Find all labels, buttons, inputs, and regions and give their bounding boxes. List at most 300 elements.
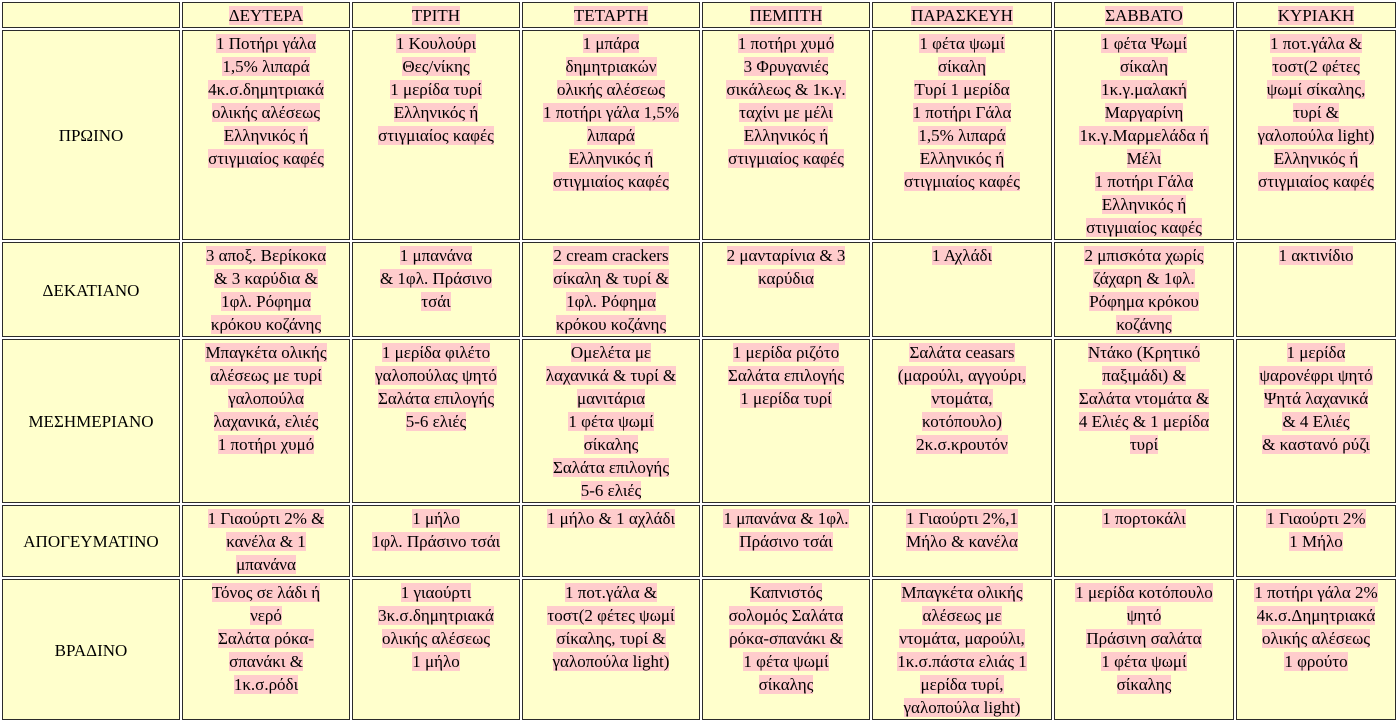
meal-cell bbox=[522, 30, 700, 240]
food-line-text: 1,5% λιπαρά bbox=[222, 57, 310, 76]
food-line bbox=[706, 673, 866, 696]
meal-cell bbox=[182, 242, 350, 337]
meal-label: ΜΕΣΗΜΕΡΙΑΝΟ bbox=[2, 339, 180, 503]
food-line-text: 1 μερίδα bbox=[1286, 343, 1346, 362]
food-line-text: γαλοπούλα light) bbox=[903, 698, 1021, 717]
meal-row bbox=[2, 30, 1396, 240]
food-line bbox=[1058, 244, 1230, 267]
food-line-text: γαλοπούλα light) bbox=[1257, 126, 1375, 145]
food-line bbox=[356, 650, 516, 673]
food-line-text: Ομελέτα με bbox=[570, 343, 652, 362]
food-line-text: σίκαλης, τυρί & bbox=[556, 629, 666, 648]
food-line bbox=[876, 101, 1048, 124]
food-line-text: 4κ.σ.Δημητριακά bbox=[1256, 606, 1376, 625]
food-line-text: ντομάτα, bbox=[931, 389, 993, 408]
food-line-text: 1 Μήλο bbox=[1289, 532, 1343, 551]
food-line-text: Σαλάτα ceasars bbox=[909, 343, 1015, 362]
food-line-text: στιγμιαίος καφές bbox=[553, 172, 669, 191]
food-line-text: 2 μπισκότα χωρίς bbox=[1084, 246, 1204, 265]
food-line-text: 1 μήλο bbox=[412, 509, 460, 528]
food-line bbox=[356, 244, 516, 267]
food-line bbox=[356, 627, 516, 650]
meal-cell bbox=[702, 339, 870, 503]
meal-cell bbox=[522, 339, 700, 503]
meal-label: ΑΠΟΓΕΥΜΑΤΙΝΟ bbox=[2, 505, 180, 577]
food-line-text: σίκαλης bbox=[583, 435, 639, 454]
food-line bbox=[526, 78, 696, 101]
food-line-text: τοστ(2 φέτες ψωμί bbox=[547, 606, 675, 625]
food-line-text: ολικής αλέσεως bbox=[556, 80, 666, 99]
food-line bbox=[876, 32, 1048, 55]
food-line bbox=[526, 101, 696, 124]
food-line-text: 3 Φρυγανιές bbox=[743, 57, 829, 76]
food-line bbox=[706, 124, 866, 147]
food-line-text: 1 πορτοκάλι bbox=[1102, 509, 1186, 528]
food-line bbox=[706, 581, 866, 604]
food-line bbox=[356, 55, 516, 78]
food-line bbox=[356, 341, 516, 364]
food-line bbox=[526, 147, 696, 170]
food-line-text: 1 ποτήρι γάλα 1,5% bbox=[542, 103, 680, 122]
food-line-text: ολικής αλέσεως bbox=[1261, 629, 1371, 648]
food-line bbox=[876, 124, 1048, 147]
food-line bbox=[186, 101, 346, 124]
meal-cell bbox=[1054, 339, 1234, 503]
food-line bbox=[876, 604, 1048, 627]
meal-row bbox=[2, 339, 1396, 503]
food-line-text: αλέσεως με bbox=[922, 606, 1002, 625]
food-line-text: 4κ.σ.δημητριακά bbox=[208, 80, 324, 99]
food-line bbox=[1058, 313, 1230, 336]
meal-cell bbox=[182, 505, 350, 577]
food-line bbox=[526, 341, 696, 364]
food-line-text: Ελληνικός ή bbox=[568, 149, 654, 168]
food-line bbox=[526, 604, 696, 627]
food-line bbox=[356, 507, 516, 530]
food-line-text: μανιτάρια bbox=[577, 389, 645, 408]
food-line-text: 1 μερίδα φιλέτο bbox=[381, 343, 491, 362]
food-line bbox=[706, 78, 866, 101]
food-line-text: 1 μπανάνα bbox=[399, 246, 473, 265]
food-line-text: στιγμιαίος καφές bbox=[728, 149, 844, 168]
food-line bbox=[1240, 147, 1392, 170]
food-line bbox=[1240, 507, 1392, 530]
food-line-text: νερό bbox=[250, 606, 282, 625]
food-line bbox=[186, 627, 346, 650]
meal-label: ΔΕΚΑΤΙΑΝΟ bbox=[2, 242, 180, 337]
meal-cell bbox=[702, 30, 870, 240]
food-line bbox=[706, 387, 866, 410]
food-line bbox=[526, 627, 696, 650]
food-line-text: Τόνος σε λάδι ή bbox=[211, 583, 321, 602]
food-line-text: γαλοπούλα bbox=[228, 389, 304, 408]
food-line-text: 1 ποτήρι Γάλα bbox=[1094, 172, 1194, 191]
food-line bbox=[1058, 216, 1230, 239]
meal-cell bbox=[1054, 30, 1234, 240]
food-line bbox=[356, 124, 516, 147]
food-line-text: κρόκου κοζάνης bbox=[210, 315, 322, 334]
meal-cell bbox=[182, 30, 350, 240]
food-line bbox=[186, 78, 346, 101]
food-line-text: σίκαλης bbox=[1116, 675, 1172, 694]
food-line-text: κοτόπουλο) bbox=[922, 412, 1002, 431]
food-line bbox=[356, 364, 516, 387]
food-line-text: 1 Ποτήρι γάλα bbox=[215, 34, 317, 53]
food-line bbox=[1058, 193, 1230, 216]
food-line bbox=[876, 650, 1048, 673]
meal-cell bbox=[1054, 505, 1234, 577]
food-line bbox=[356, 410, 516, 433]
food-line bbox=[876, 433, 1048, 456]
food-line-text: Θες/νίκης bbox=[402, 57, 470, 76]
food-line-text: κανέλα & 1 bbox=[226, 532, 306, 551]
food-line bbox=[1240, 124, 1392, 147]
food-line bbox=[1058, 124, 1230, 147]
food-line bbox=[526, 32, 696, 55]
food-line bbox=[1058, 170, 1230, 193]
food-line bbox=[876, 627, 1048, 650]
meal-cell bbox=[1236, 505, 1396, 577]
food-line bbox=[186, 387, 346, 410]
food-line-text: σίκαλη bbox=[1119, 57, 1169, 76]
food-line-text: 1 φέτα ψωμί bbox=[568, 412, 654, 431]
food-line bbox=[186, 604, 346, 627]
food-line bbox=[526, 244, 696, 267]
food-line-text: 1 ποτήρι χυμό bbox=[217, 435, 315, 454]
food-line bbox=[706, 101, 866, 124]
food-line-text: σίκαλης bbox=[758, 675, 814, 694]
food-line bbox=[526, 456, 696, 479]
food-line bbox=[1240, 32, 1392, 55]
food-line-text: 1φλ. Ρόφημα bbox=[566, 292, 656, 311]
food-line-text: λαχανικά & τυρί & bbox=[545, 366, 677, 385]
food-line bbox=[356, 101, 516, 124]
food-line bbox=[1058, 581, 1230, 604]
food-line-text: ολικής αλέσεως bbox=[381, 629, 491, 648]
food-line-text: 1 ποτήρι Γάλα bbox=[912, 103, 1012, 122]
food-line-text: μπανάνα bbox=[236, 555, 296, 574]
food-line bbox=[186, 313, 346, 336]
food-line-text: σικάλεως & 1κ.γ. bbox=[726, 80, 846, 99]
food-line-text: ταχίνι με μέλι bbox=[739, 103, 833, 122]
food-line-text: Σαλάτα ρόκα- bbox=[218, 629, 314, 648]
food-line bbox=[1058, 364, 1230, 387]
food-line-text: 1 φέτα Ψωμί bbox=[1100, 34, 1188, 53]
food-line-text: & 3 καρύδια & bbox=[214, 269, 318, 288]
food-line bbox=[706, 341, 866, 364]
food-line-text: τυρί & bbox=[1293, 103, 1339, 122]
food-line-text: στιγμιαίος καφές bbox=[1086, 218, 1202, 237]
food-line-text: 4 Ελιές & 1 μερίδα bbox=[1078, 412, 1210, 431]
food-line bbox=[876, 673, 1048, 696]
food-line bbox=[1058, 147, 1230, 170]
meal-cell bbox=[352, 339, 520, 503]
meal-row bbox=[2, 505, 1396, 577]
food-line-text: Ελληνικός ή bbox=[743, 126, 829, 145]
food-line-text: 2 cream crackers bbox=[553, 246, 669, 265]
food-line-text: σίκαλη & τυρί & bbox=[553, 269, 669, 288]
food-line-text: σπανάκι & bbox=[229, 652, 303, 671]
food-line-text: 1 μπανάνα & 1φλ. bbox=[723, 509, 849, 528]
food-line-text: 1 ποτ.γάλα & bbox=[565, 583, 657, 602]
food-line bbox=[706, 627, 866, 650]
food-line bbox=[876, 507, 1048, 530]
food-line bbox=[876, 696, 1048, 719]
food-line bbox=[526, 479, 696, 502]
food-line bbox=[1240, 530, 1392, 553]
food-line bbox=[876, 147, 1048, 170]
food-line-text: κοζάνης bbox=[1116, 315, 1172, 334]
food-line-text: (μαρούλι, αγγούρι, bbox=[897, 366, 1027, 385]
food-line bbox=[706, 32, 866, 55]
food-line-text: Μπαγκέτα ολικής bbox=[205, 343, 327, 362]
food-line bbox=[1240, 433, 1392, 456]
food-line-text: 1 γιαούρτι bbox=[400, 583, 472, 602]
food-line-text: ψαρονέφρι ψητό bbox=[1259, 366, 1373, 385]
food-line bbox=[526, 55, 696, 78]
food-line-text: Μέλι bbox=[1126, 149, 1162, 168]
food-line bbox=[1058, 410, 1230, 433]
food-line bbox=[876, 244, 1048, 267]
meal-cell bbox=[1236, 242, 1396, 337]
food-line-text: 2 μανταρίνια & 3 bbox=[726, 246, 846, 265]
food-line bbox=[186, 673, 346, 696]
food-line-text: Σαλάτα επιλογής bbox=[552, 458, 670, 477]
food-line-text: μερίδα τυρί, bbox=[920, 675, 1004, 694]
food-line-text: 1 ποτήρι χυμό bbox=[737, 34, 835, 53]
food-line-text: 1 ακτινίδιο bbox=[1278, 246, 1354, 265]
food-line bbox=[1058, 507, 1230, 530]
food-line bbox=[876, 341, 1048, 364]
meal-cell bbox=[352, 505, 520, 577]
food-line-text: δημητριακών bbox=[565, 57, 657, 76]
meal-label: ΠΡΩΙΝΟ bbox=[2, 30, 180, 240]
food-line bbox=[186, 124, 346, 147]
food-line-text: ζάχαρη & 1φλ. bbox=[1093, 269, 1195, 288]
food-line bbox=[1058, 387, 1230, 410]
corner-cell bbox=[2, 2, 180, 28]
food-line bbox=[526, 267, 696, 290]
meal-cell bbox=[1236, 339, 1396, 503]
meal-cell bbox=[522, 242, 700, 337]
food-line-text: Πράσινο τσάι bbox=[739, 532, 833, 551]
food-line-text: τυρί bbox=[1129, 435, 1159, 454]
food-line bbox=[876, 410, 1048, 433]
food-line bbox=[1058, 290, 1230, 313]
food-line bbox=[186, 244, 346, 267]
food-line-text: λαχανικά, ελιές bbox=[213, 412, 319, 431]
food-line bbox=[1240, 341, 1392, 364]
food-line bbox=[1058, 78, 1230, 101]
food-line-text: 5-6 ελιές bbox=[405, 412, 467, 431]
food-line-text: 1 φρούτο bbox=[1284, 652, 1348, 671]
meal-cell bbox=[352, 242, 520, 337]
food-line bbox=[1240, 604, 1392, 627]
food-line-text: 1 ποτ.γάλα & bbox=[1270, 34, 1362, 53]
food-line bbox=[1058, 650, 1230, 673]
food-line-text: 1 φέτα ψωμί bbox=[743, 652, 829, 671]
meal-row bbox=[2, 242, 1396, 337]
food-line bbox=[876, 364, 1048, 387]
food-line bbox=[356, 290, 516, 313]
food-line bbox=[356, 32, 516, 55]
food-line-text: στιγμιαίος καφές bbox=[208, 149, 324, 168]
food-line bbox=[356, 387, 516, 410]
food-line-text: 1φλ. Ρόφημα bbox=[221, 292, 311, 311]
meal-cell bbox=[702, 505, 870, 577]
food-line-text: στιγμιαίος καφές bbox=[904, 172, 1020, 191]
food-line bbox=[186, 267, 346, 290]
food-line bbox=[186, 410, 346, 433]
food-line-text: 2κ.σ.κρουτόν bbox=[916, 435, 1008, 454]
meal-cell bbox=[1236, 30, 1396, 240]
food-line bbox=[1058, 433, 1230, 456]
food-line-text: 1 μερίδα ριζότο bbox=[732, 343, 840, 362]
food-line-text: 1,5% λιπαρά bbox=[918, 126, 1006, 145]
food-line-text: σολομός Σαλάτα bbox=[728, 606, 844, 625]
food-line bbox=[1240, 170, 1392, 193]
meal-cell bbox=[872, 30, 1052, 240]
food-line bbox=[356, 78, 516, 101]
food-line bbox=[1240, 101, 1392, 124]
food-line bbox=[186, 32, 346, 55]
food-line-text: & καστανό ρύζι bbox=[1262, 435, 1370, 454]
food-line bbox=[186, 507, 346, 530]
food-line bbox=[526, 581, 696, 604]
food-line bbox=[186, 530, 346, 553]
food-line-text: στιγμιαίος καφές bbox=[1258, 172, 1374, 191]
day-header: ΠΕΜΠΤΗ bbox=[702, 2, 870, 28]
food-line-text: Ρόφημα κρόκου bbox=[1089, 292, 1199, 311]
food-line bbox=[876, 530, 1048, 553]
food-line bbox=[356, 581, 516, 604]
food-line bbox=[186, 55, 346, 78]
day-header: ΤΡΙΤΗ bbox=[352, 2, 520, 28]
food-line-text: τσάι bbox=[421, 292, 451, 311]
food-line-text: & 1φλ. Πράσινο bbox=[379, 269, 493, 288]
meal-label: ΒΡΑΔΙΝΟ bbox=[2, 579, 180, 720]
food-line bbox=[1240, 78, 1392, 101]
meal-cell bbox=[1054, 242, 1234, 337]
food-line-text: 1 ποτήρι γάλα 2% bbox=[1254, 583, 1378, 602]
meal-cell bbox=[522, 505, 700, 577]
food-line-text: Τυρί 1 μερίδα bbox=[914, 80, 1010, 99]
meal-cell bbox=[872, 339, 1052, 503]
food-line-text: ντομάτα, μαρούλι, bbox=[899, 629, 1025, 648]
day-header: ΣΑΒΒΑΤΟ bbox=[1054, 2, 1234, 28]
food-line bbox=[1058, 627, 1230, 650]
food-line bbox=[706, 507, 866, 530]
food-line bbox=[1058, 101, 1230, 124]
food-line bbox=[1058, 55, 1230, 78]
food-line-text: ψωμί σίκαλης, bbox=[1266, 80, 1366, 99]
food-line bbox=[706, 147, 866, 170]
food-line bbox=[526, 170, 696, 193]
food-line-text: 1 μερίδα τυρί bbox=[390, 80, 482, 99]
food-line bbox=[1058, 32, 1230, 55]
food-line bbox=[186, 341, 346, 364]
meal-cell bbox=[872, 505, 1052, 577]
day-header: ΠΑΡΑΣΚΕΥΗ bbox=[872, 2, 1052, 28]
food-line-text: 1 μπάρα bbox=[582, 34, 640, 53]
food-line bbox=[706, 55, 866, 78]
day-header: ΔΕΥΤΕΡΑ bbox=[182, 2, 350, 28]
food-line-text: Πράσινη σαλάτα bbox=[1086, 629, 1202, 648]
food-line bbox=[186, 290, 346, 313]
food-line-text: κρόκου κοζάνης bbox=[555, 315, 667, 334]
food-line bbox=[186, 553, 346, 576]
food-line bbox=[186, 433, 346, 456]
meal-cell bbox=[702, 242, 870, 337]
meal-cell bbox=[352, 30, 520, 240]
food-line-text: 1 μερίδα τυρί bbox=[740, 389, 832, 408]
food-line bbox=[876, 55, 1048, 78]
food-line bbox=[1240, 244, 1392, 267]
food-line-text: 1 φέτα ψωμί bbox=[1101, 652, 1187, 671]
food-line-text: γαλοπούλα light) bbox=[552, 652, 670, 671]
food-line bbox=[1058, 341, 1230, 364]
food-line bbox=[1058, 604, 1230, 627]
food-line bbox=[706, 530, 866, 553]
food-line bbox=[356, 267, 516, 290]
food-line-text: 1 Αχλάδι bbox=[931, 246, 993, 265]
food-line bbox=[186, 147, 346, 170]
food-line bbox=[1058, 673, 1230, 696]
food-line-text: 1κ.σ.πάστα ελιάς 1 bbox=[897, 652, 1027, 671]
food-line bbox=[186, 581, 346, 604]
food-line bbox=[1240, 387, 1392, 410]
meal-cell bbox=[182, 339, 350, 503]
food-line bbox=[526, 433, 696, 456]
food-line-text: καρύδια bbox=[758, 269, 814, 288]
food-line bbox=[356, 530, 516, 553]
food-line-text: Ντάκο (Κρητικό bbox=[1087, 343, 1201, 362]
food-line-text: 3 αποξ. Βερίκοκα bbox=[205, 246, 327, 265]
food-line bbox=[1240, 410, 1392, 433]
food-line bbox=[186, 650, 346, 673]
food-line-text: Σαλάτα επιλογής bbox=[377, 389, 495, 408]
food-line bbox=[706, 244, 866, 267]
food-line-text: παξιμάδι) & bbox=[1102, 366, 1186, 385]
food-line-text: 1 μερίδα κοτόπουλο bbox=[1075, 583, 1213, 602]
food-line bbox=[1058, 267, 1230, 290]
food-line-text: Ελληνικός ή bbox=[1101, 195, 1187, 214]
food-line-text: Καπνιστός bbox=[749, 583, 823, 602]
food-line bbox=[526, 124, 696, 147]
day-header: ΤΕΤΑΡΤΗ bbox=[522, 2, 700, 28]
header-row bbox=[2, 2, 1396, 28]
food-line-text: Ελληνικός ή bbox=[223, 126, 309, 145]
food-line-text: Μπαγκέτα ολικής bbox=[901, 583, 1023, 602]
food-line bbox=[526, 313, 696, 336]
day-header: ΚΥΡΙΑΚΗ bbox=[1236, 2, 1396, 28]
food-line-text: Σαλάτα ντομάτα & bbox=[1078, 389, 1210, 408]
food-line bbox=[1240, 55, 1392, 78]
food-line-text: 1 Κουλούρι bbox=[395, 34, 477, 53]
food-line bbox=[526, 650, 696, 673]
food-line-text: 1 φέτα ψωμί bbox=[919, 34, 1005, 53]
food-line-text: 1φλ. Πράσινο τσάι bbox=[371, 532, 501, 551]
food-line bbox=[1240, 364, 1392, 387]
food-line-text: Μήλο & κανέλα bbox=[906, 532, 1018, 551]
food-line-text: Ελληνικός ή bbox=[393, 103, 479, 122]
food-line bbox=[526, 387, 696, 410]
food-line bbox=[526, 507, 696, 530]
food-line bbox=[876, 387, 1048, 410]
food-line-text: 1 Γιαούρτι 2% bbox=[1266, 509, 1366, 528]
food-line-text: λιπαρά bbox=[587, 126, 635, 145]
food-line-text: αλέσεως με τυρί bbox=[210, 366, 322, 385]
